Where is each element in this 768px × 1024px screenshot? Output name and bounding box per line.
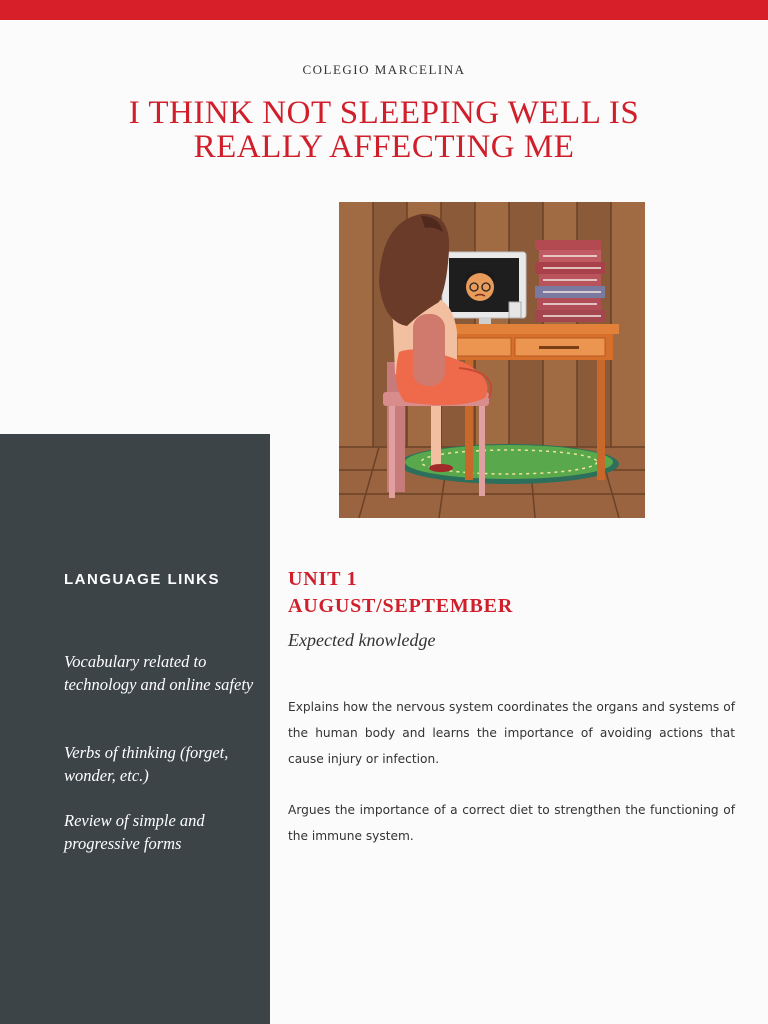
top-accent-bar <box>0 0 768 20</box>
expected-knowledge-subtitle: Expected knowledge <box>288 630 436 650</box>
language-link-item: Review of simple and progressive forms <box>64 811 205 853</box>
unit-period: AUGUST/SEPTEMBER <box>288 595 514 617</box>
school-name: COLEGIO MARCELINA <box>302 62 466 77</box>
knowledge-paragraph: Argues the importance of a correct diet to strengthen the functioning of the immune system. <box>288 803 735 843</box>
page-title: I THINK NOT SLEEPING WELL IS REALLY AFFECTING ME <box>128 95 640 165</box>
knowledge-paragraph: Explains how the nervous system coordinates the organs and systems of the human body and learns the importance of avoiding actions that cause injury or infection. <box>288 700 735 766</box>
unit-heading <box>288 566 513 620</box>
language-links-panel <box>0 434 270 1024</box>
language-link-item: Verbs of thinking (forget, wonder, etc.) <box>64 743 229 785</box>
language-links-heading: LANGUAGE LINKS <box>64 571 220 588</box>
student-at-computer-illustration <box>339 202 645 518</box>
unit-title: UNIT 1 <box>288 568 358 590</box>
language-link-item: Vocabulary related to technology and online safety <box>64 652 254 694</box>
